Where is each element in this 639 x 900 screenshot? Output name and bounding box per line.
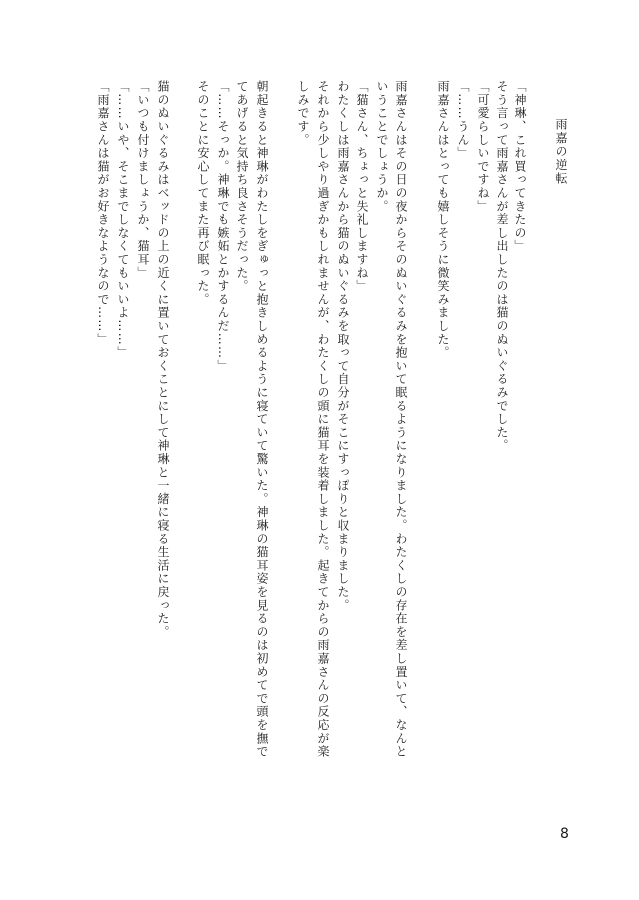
- text-line: 「雨嘉さんは猫がお好きなようなので……」: [96, 80, 110, 346]
- text-line: 「……そっか。神琳でも嫉妬とかするんだ……」: [216, 80, 230, 373]
- text-line: てあげると気持ち良さそうだった。: [235, 80, 249, 293]
- page-number: 8: [560, 826, 569, 842]
- text-line: 「……うん」: [456, 80, 470, 160]
- text-line: 雨嘉さんはとっても嬉しそうに微笑みました。: [436, 80, 450, 360]
- text-line: 「可愛らしいですね」: [476, 80, 490, 213]
- text-line: そう言って雨嘉さんが差し出したのは猫のぬいぐるみでした。: [495, 80, 509, 453]
- chapter-title: 雨嘉の逆転: [554, 118, 568, 186]
- text-line: 朝起きると神琳がわたしをぎゅっと抱きしめるように寝ていて驚いた。神琳の猫耳姿を見るのは初めてで頭を撫で: [255, 80, 269, 759]
- text-line: 「猫さん、ちょっと失礼しますね」: [355, 80, 369, 293]
- text-line: 猫のぬいぐるみはベッドの上の近くに置いておくことにして神琳と一緒に寝る生活に戻った。: [156, 80, 170, 639]
- text-line: それから少しやり過ぎかもしれませんが、わたくしの頭に猫耳を装着しました。起きてからの雨嘉さんの反応が楽: [316, 80, 330, 759]
- text-line: わたくしは雨嘉さんから猫のぬいぐるみを取って自分がそこにすっぽりと収まりました。: [336, 80, 350, 612]
- text-line: 「いつも付けましょうか、猫耳」: [136, 80, 150, 280]
- text-line: 雨嘉さんはその日の夜からそのぬいぐるみを抱いて眠るようになりました。わたくしの存在を差し置いて、なんと: [394, 80, 408, 759]
- text-line: いうことでしょうか。: [375, 80, 389, 213]
- text-line: しみです。: [296, 80, 310, 147]
- text-line: そのことに安心してまた再び眠った。: [196, 80, 210, 307]
- text-line: 「……いや、そこまでしなくてもいいよ……」: [116, 80, 130, 360]
- text-line: 「神琳、これ買ってきたの」: [513, 80, 527, 253]
